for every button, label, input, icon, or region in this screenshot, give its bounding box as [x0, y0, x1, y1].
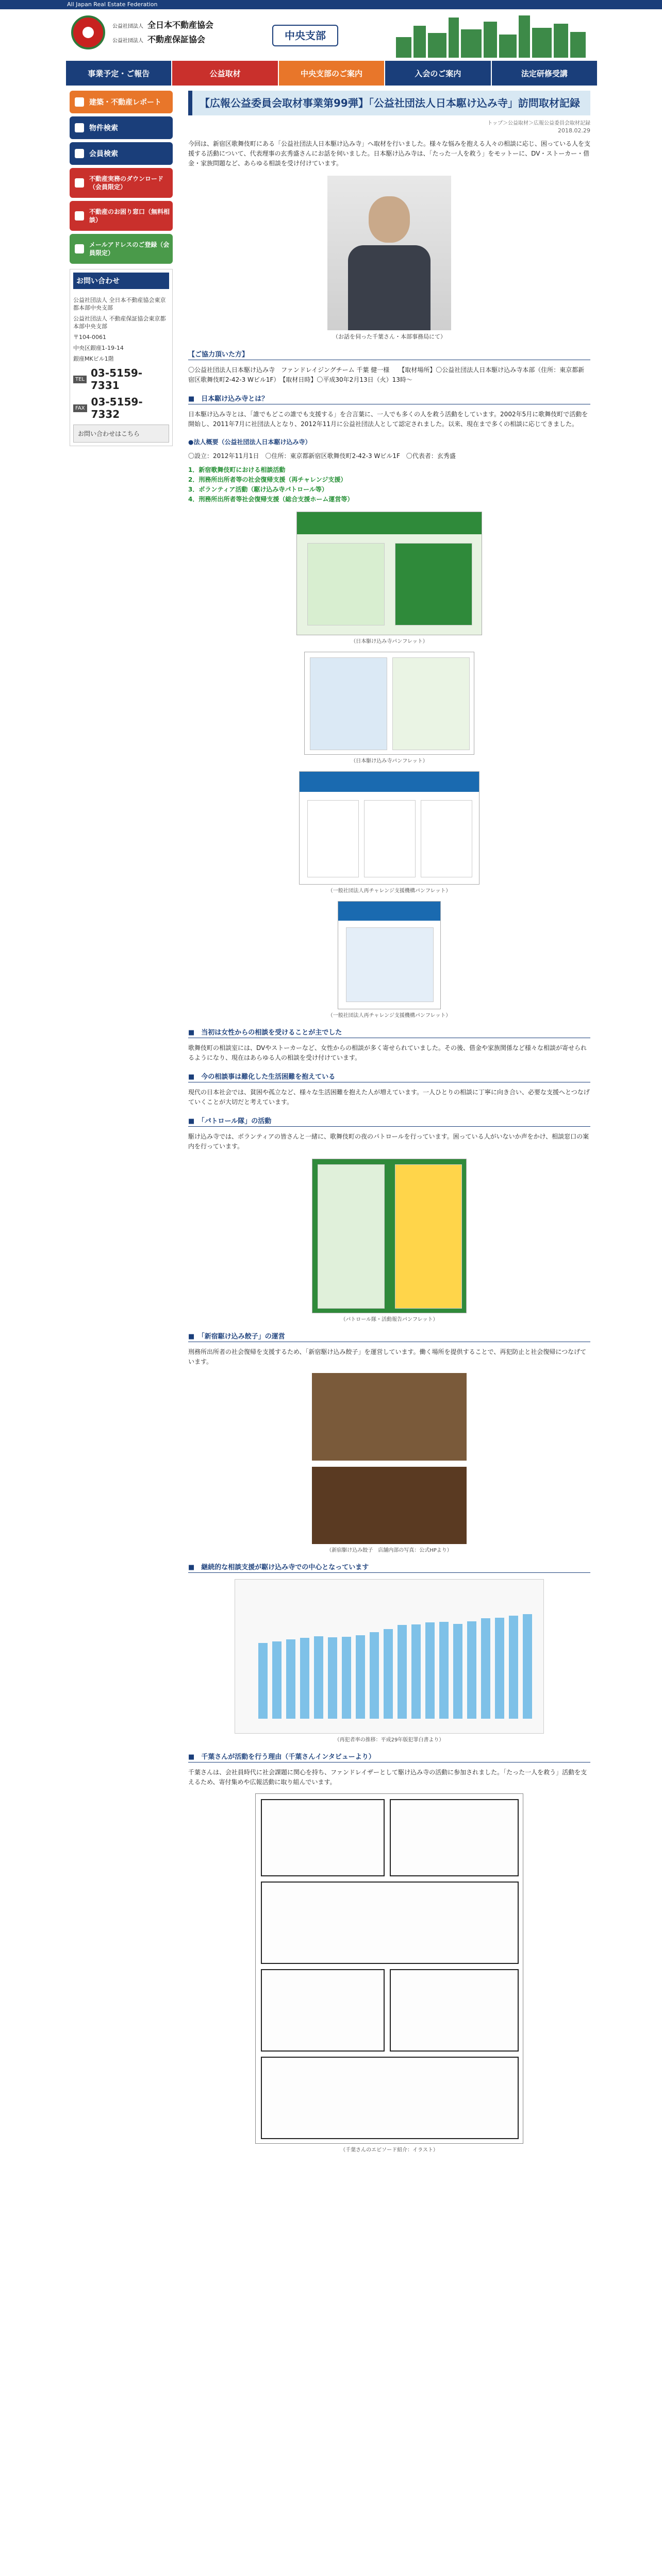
section4-text: 現代の日本社会では、貧困や孤立など、様々な生活困難を抱えた人が増えています。一人ひとりの相談に丁寧に向き合い、必要な支援へとつなげていくことが大切だと考えています。 [188, 1089, 590, 1106]
section2-text: 〇設立：2012年11月1日 〇住所：東京都新宿区歌舞伎町2-42-3 Wビル1F 〇代表者：玄秀盛 [188, 452, 456, 460]
chart-bar [481, 1618, 490, 1719]
recidivism-chart [235, 1579, 544, 1734]
chart-bar [509, 1616, 518, 1719]
pamphlet-image-2 [304, 652, 474, 755]
chart-bar [286, 1639, 295, 1719]
building-icon [75, 97, 84, 107]
chart-bar [495, 1618, 504, 1719]
pamphlet-caption-4: （一般社団法人再チャレンジ支援機構パンフレット） [327, 1013, 451, 1019]
section8-title: ■ 千葉さんが活動を行う理由（千葉さんインタビューより） [188, 1751, 590, 1762]
pamphlet-3 [299, 771, 479, 885]
pamphlet-1 [296, 512, 482, 635]
pamphlet-4 [338, 901, 441, 1009]
download-icon [75, 178, 84, 188]
chart-bar [370, 1632, 379, 1719]
section5-title: ■ 「パトロール隊」の活動 [188, 1115, 590, 1127]
nav-item-public-interest[interactable]: 公益取材 [172, 61, 278, 86]
mail-icon [75, 244, 84, 253]
top-banner-text: All Japan Real Estate Federation [67, 1, 158, 8]
nav-item-events[interactable]: 事業予定・ご報告 [66, 61, 172, 86]
pamphlet-caption-3: （一般社団法人再チャレンジ支援機構パンフレット） [327, 888, 451, 894]
section6-title: ■ 「新宿駆け込み餃子」の運営 [188, 1331, 590, 1342]
federation-logo-icon[interactable] [71, 15, 105, 49]
contact-title: お問い合わせ [73, 273, 169, 289]
chart-bar [398, 1625, 407, 1719]
article-title: 【広報公益委員会取材事業第99弾】「公益社団法人日本駆け込み寺」訪問取材記録 [188, 91, 590, 115]
pamphlet-2 [304, 652, 474, 755]
section7-title: ■ 継続的な相談支援が駆け込み寺での中心となっています [188, 1562, 590, 1573]
sidebar-item-report[interactable]: 建築・不動産レポート [70, 91, 173, 113]
section4-title: ■ 今の相談事は難化した生活困難を抱えている [188, 1071, 590, 1082]
section8-text: 千葉さんは、会社員時代に社会課題に関心を持ち、ファンドレイザーとして駆け込み寺の活動に参加されました。「たった一人を救う」活動を支えるため、寄付集めや広報活動に取り組んでいます。 [188, 1769, 587, 1786]
section1-text: 日本駆け込み寺とは、「誰でもどこの誰でも支援する」を合言葉に、一人でも多くの人を救う活動をしています。2002年5月に歌舞伎町で活動を開始し、2011年7月に社団法人となり、2012年11月に公益社団法人として認定されました。以来、現在まで多くの相談に応じてきました。 [188, 411, 588, 428]
pamphlet-image-3 [299, 771, 479, 885]
chart-bar [342, 1637, 351, 1719]
restaurant-photo-1 [312, 1373, 467, 1461]
chart-bar [523, 1614, 532, 1719]
chart-bar [258, 1643, 268, 1719]
org-name-1: 公益社団法人 全日本不動産協会 [112, 20, 214, 30]
list-item: 1．新宿歌舞伎町における相談活動 [188, 466, 286, 473]
nav-item-membership[interactable]: 入会のご案内 [385, 61, 491, 86]
chart-bar [453, 1624, 462, 1719]
article-intro: 今回は、新宿区歌舞伎町にある「公益社団法人日本駆け込み寺」へ取材を行いました。様々な悩みを抱える人々の相談に応じ、困っている人を支援する活動について、代表理事の玄秀盛さんにお話を伺いました。日本駆け込み寺は、「たった一人を救う」をモットーに、DV・ストーカー・借金・家族問題など、あらゆる相談を受け付けています。 [188, 140, 591, 167]
section3-title: ■ 当初は女性からの相談を受けることが主でした [188, 1027, 590, 1038]
city-skyline-illustration [396, 14, 587, 58]
person-icon [75, 149, 84, 158]
help-icon [75, 211, 84, 221]
branch-badge: 中央支部 [272, 25, 338, 46]
sidebar-item-consultation[interactable]: 不動産のお困り窓口（無料相談） [70, 201, 173, 231]
top-banner [0, 0, 662, 9]
breadcrumb[interactable]: トップ＞公益取材＞広報公益委員会取材記録 [487, 121, 590, 126]
sidebar-item-member-search[interactable]: 会員検索 [70, 142, 173, 165]
interview-photo [327, 176, 451, 330]
section5-text: 駆け込み寺では、ボランティアの皆さんと一緒に、歌舞伎町の夜のパトロールを行っています。困っている人がいないか声をかけ、相談窓口の案内を行っています。 [188, 1133, 589, 1150]
list-item: 2．刑務所出所者等の社会復帰支援（再チャレンジ支援） [188, 476, 347, 483]
tel-number[interactable]: TEL 03-5159-7331 [73, 367, 169, 392]
activity-list [188, 465, 590, 504]
nav-item-branch-guide[interactable]: 中央支部のご案内 [279, 61, 385, 86]
article-main [188, 91, 590, 2153]
chart-bar [439, 1622, 449, 1719]
chart-bar [356, 1635, 365, 1719]
chart-bar [328, 1637, 337, 1719]
section3-text: 歌舞伎町の相談室には、DVやストーカーなど、女性からの相談が多く寄せられていました。その後、借金や家族関係など様々な相談が寄せられるようになり、現在はあらゆる人の相談を受け付けています。 [188, 1044, 587, 1061]
chart-bar [314, 1636, 323, 1719]
list-item: 4．刑務所出所者等社会復帰支援（総合支援ホーム運営等） [188, 496, 354, 503]
restaurant-caption: （新宿駆け込み餃子 店舗内部の写真：公式HPより） [326, 1548, 452, 1553]
contact-mail-link[interactable]: お問い合わせはこちら [73, 425, 169, 443]
chart-bar [272, 1641, 282, 1719]
chart-bar [384, 1629, 393, 1719]
sidebar [70, 91, 173, 446]
patrol-pamphlet [312, 1159, 467, 1313]
comic-caption: （千葉さんのエピソード紹介：イラスト） [340, 2147, 438, 2153]
contact-address: 公益社団法人 全日本不動産協会東京都本部中央支部 公益社団法人 不動産保証協会東京都本部中央支部 〒104-0061 中央区銀座1-19-14 銀座MKビル1階 [73, 297, 166, 362]
section1-title: ■ 日本駆け込み寺とは？ [188, 393, 590, 404]
main-nav [66, 61, 597, 86]
photo-caption: （お話を伺った千葉さん・本部事務局にて） [333, 333, 446, 340]
patrol-pamphlet-image [312, 1159, 467, 1313]
patrol-caption: （パトロール隊・活動報告パンフレット） [340, 1317, 438, 1323]
sidebar-item-downloads[interactable]: 不動産実務のダウンロード（会員限定） [70, 168, 173, 198]
restaurant-photo-2 [312, 1467, 467, 1544]
chart-caption: （再犯者率の推移：平成29年版犯罪白書より） [334, 1737, 444, 1743]
list-item: 3．ボランティア活動（駆け込み寺パトロール等） [188, 486, 328, 493]
section6-text: 刑務所出所者の社会復帰を支援するため、「新宿駆け込み餃子」を運営しています。働く場所を提供することで、再犯防止と社会復帰につなげています。 [188, 1348, 587, 1365]
org-name-2: 公益社団法人 不動産保証協会 [112, 35, 206, 44]
chart-plot-area [256, 1590, 534, 1719]
section2-title: ●法人概要（公益社団法人日本駆け込み寺） [188, 438, 311, 446]
comic-illustration [255, 1793, 523, 2144]
sidebar-item-property-search[interactable]: 物件検索 [70, 116, 173, 139]
pamphlet-image-1 [296, 512, 482, 635]
pamphlet-caption-2: （日本駆け込み寺パンフレット） [351, 758, 428, 764]
chart-bar [425, 1622, 435, 1719]
chart-bar [467, 1621, 476, 1719]
article-date: 2018.02.29 [558, 127, 590, 134]
nav-item-training[interactable]: 法定研修受講 [492, 61, 597, 86]
chart-bar [300, 1638, 309, 1719]
site-header [66, 9, 597, 60]
sidebar-item-email-register[interactable]: メールアドレスのご登録（会員限定） [70, 234, 173, 264]
contact-box [70, 269, 173, 446]
outline-title: 【ご協力頂いた方】 [188, 349, 590, 360]
fax-number: FAX 03-5159-7332 [73, 396, 169, 420]
outline-text: 〇公益社団法人日本駆け込み寺 ファンドレイジングチーム 千葉 健一様 【取材場所】〇公益社団法人日本駆け込み寺本部（住所：東京都新宿区歌舞伎町2-42-3 Wビル1F） 【取材日時】〇平成30年2月13日（火）13時～ [188, 366, 585, 383]
pamphlet-image-4 [338, 901, 441, 1009]
chart-bar [411, 1624, 421, 1719]
pamphlet-caption-1: （日本駆け込み寺パンフレット） [351, 639, 428, 645]
house-icon [75, 123, 84, 132]
